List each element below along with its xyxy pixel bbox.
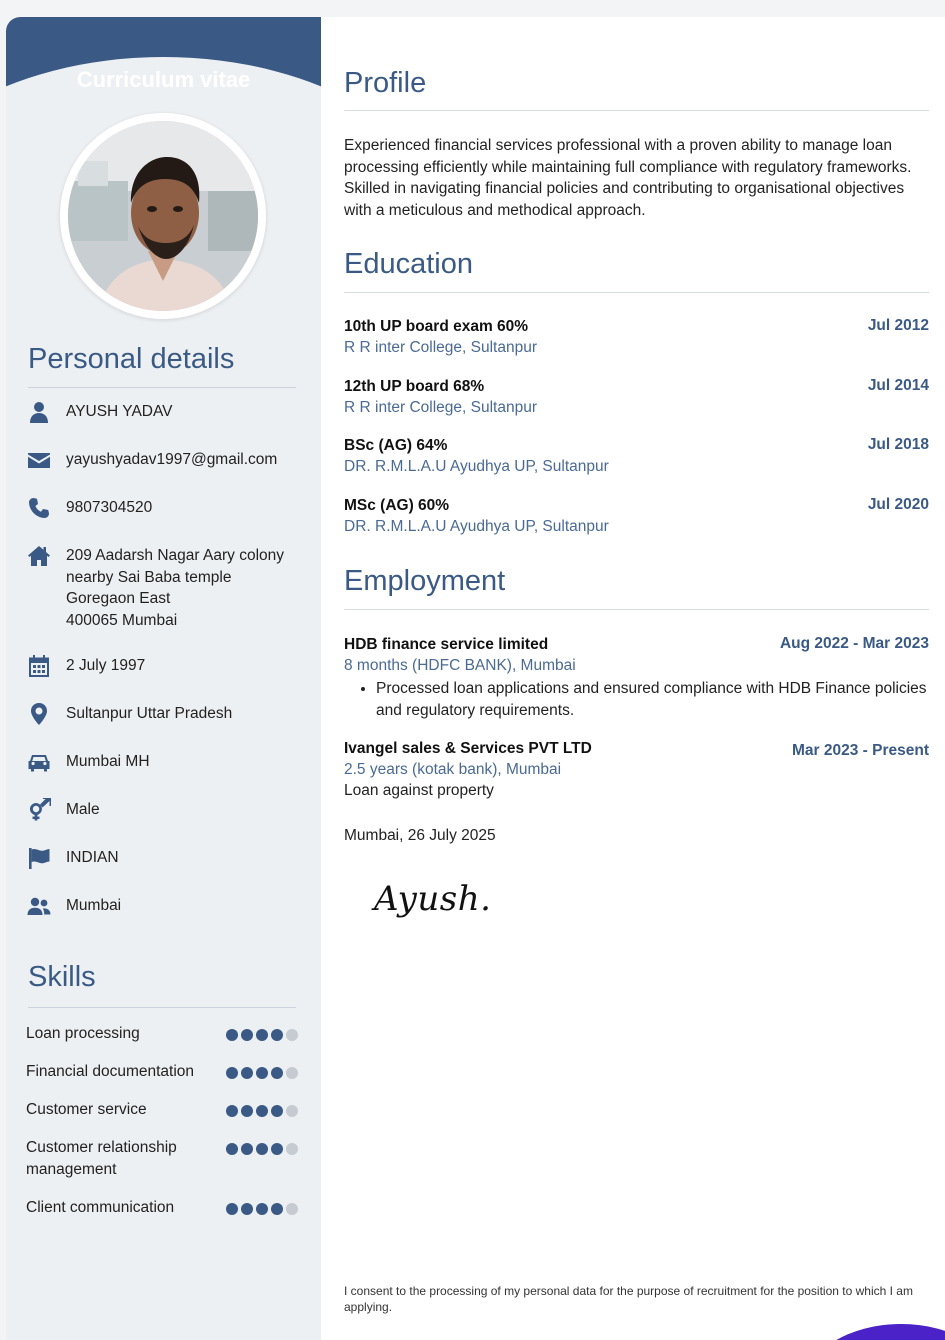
skill-row (26, 1137, 298, 1181)
skill-row (26, 1061, 298, 1083)
skill-dot-filled (226, 1203, 238, 1215)
skill-dot-filled (271, 1105, 283, 1117)
detail-address-text (66, 543, 284, 631)
employment-note: Loan against property (344, 782, 494, 799)
personal-details-divider (28, 387, 296, 388)
employment-details: 8 months (HDFC BANK), Mumbai (344, 657, 576, 674)
skill-dot-filled (241, 1203, 253, 1215)
skill-dot-filled (241, 1143, 253, 1155)
skill-dot-filled (271, 1143, 283, 1155)
skill-dot-filled (226, 1105, 238, 1117)
skill-dot-empty (286, 1203, 298, 1215)
skills-divider (28, 1007, 296, 1008)
address-line-4: 400065 Mumbai (66, 611, 178, 629)
address-line-1: 209 Aadarsh Nagar Aary colony (66, 547, 284, 564)
detail-name-text: AYUSH YADAV (66, 403, 173, 420)
skill-dot-filled (256, 1029, 268, 1041)
skill-dot-filled (256, 1143, 268, 1155)
skill-row (26, 1099, 298, 1121)
skill-name: Financial documentation (26, 1063, 195, 1080)
skill-dot-filled (226, 1029, 238, 1041)
education-title: 12th UP board 68% (344, 378, 485, 395)
skill-row (26, 1023, 298, 1045)
education-title: BSc (AG) 64% (344, 437, 448, 454)
skill-dot-empty (286, 1105, 298, 1117)
map-pin-icon (24, 701, 54, 727)
skill-level (226, 1061, 298, 1079)
education-title: 10th UP board exam 60% (344, 318, 529, 335)
employment-details: 2.5 years (kotak bank), Mumbai (344, 761, 562, 778)
skills-heading: Skills (28, 961, 96, 993)
detail-birthplace-text: Sultanpur Uttar Pradesh (66, 705, 233, 722)
employment-bullets (344, 678, 929, 721)
detail-gender (24, 797, 314, 823)
detail-nationality (24, 845, 314, 871)
employment-title: HDB finance service limited (344, 636, 549, 653)
skill-dot-empty (286, 1143, 298, 1155)
skill-level (226, 1137, 298, 1155)
detail-name (24, 399, 314, 425)
education-heading: Education (344, 248, 473, 280)
skill-name: Customer service (26, 1101, 147, 1118)
skill-dot-filled (241, 1067, 253, 1079)
detail-birthdate-text: 2 July 1997 (66, 657, 146, 674)
skill-dot-empty (286, 1029, 298, 1041)
skill-level (226, 1099, 298, 1117)
detail-residence (24, 893, 314, 919)
profile-heading: Profile (344, 67, 427, 99)
education-entry (344, 435, 929, 477)
detail-license (24, 749, 314, 775)
skill-dot-filled (226, 1067, 238, 1079)
detail-phone (24, 495, 314, 521)
education-date: Jul 2012 (867, 317, 929, 334)
gender-icon (24, 797, 54, 823)
skill-dot-filled (256, 1203, 268, 1215)
profile-divider (344, 110, 929, 111)
employment-entry (344, 738, 929, 801)
skill-dot-filled (271, 1203, 283, 1215)
skill-row (26, 1197, 298, 1219)
employment-heading: Employment (344, 565, 506, 597)
detail-email (24, 447, 314, 473)
consent-statement: I consent to the processing of my personal data for the purpose of recruitment for the position to which I am applying. (344, 1284, 913, 1314)
profile-photo-frame (60, 113, 266, 319)
education-entry (344, 495, 929, 537)
detail-birthdate (24, 653, 314, 679)
users-icon (24, 893, 54, 919)
education-date: Jul 2018 (867, 436, 929, 453)
detail-residence-text: Mumbai (66, 897, 122, 914)
skill-dot-filled (271, 1067, 283, 1079)
cv-title: Curriculum vitae (76, 67, 251, 92)
skill-dot-filled (256, 1105, 268, 1117)
skill-name: Client communication (26, 1199, 175, 1216)
skill-dot-filled (256, 1067, 268, 1079)
address-line-2: nearby Sai Baba temple (66, 568, 232, 586)
user-icon (24, 399, 54, 425)
profile-summary: Experienced financial services professional with a proven ability to manage loan processing efficiently while maintaining full compliance with regulatory frameworks. Skilled in navigating financial policies and contributing to organisational objectives with a meticulous and methodical approach. (344, 137, 912, 219)
profile-photo (68, 121, 258, 311)
skill-level (226, 1197, 298, 1215)
car-icon (24, 749, 54, 775)
education-school: DR. R.M.L.A.U Ayudhya UP, Sultanpur (344, 458, 609, 475)
employment-bullet: • Processed loan applications and ensured compliance with HDB Finance policies and regulatory requirements. (376, 678, 929, 721)
detail-birthplace (24, 701, 314, 727)
education-school: R R inter College, Sultanpur (344, 339, 537, 356)
education-date: Jul 2014 (867, 377, 929, 394)
home-icon (24, 543, 54, 569)
detail-address (24, 543, 314, 631)
education-school: R R inter College, Sultanpur (344, 399, 537, 416)
personal-details-heading: Personal details (28, 343, 235, 375)
employment-divider (344, 609, 929, 610)
profile-photo-illustration (68, 121, 258, 311)
education-entry (344, 316, 929, 358)
skill-dot-filled (241, 1029, 253, 1041)
skill-name: Loan processing (26, 1025, 140, 1042)
education-entry (344, 376, 929, 418)
education-divider (344, 292, 929, 293)
employment-date: Aug 2022 - Mar 2023 (779, 635, 929, 652)
phone-icon (24, 495, 54, 521)
skill-dot-empty (286, 1067, 298, 1079)
signature: Ayush. (374, 879, 492, 919)
education-title: MSc (AG) 60% (344, 497, 450, 514)
detail-gender-text: Male (66, 801, 100, 818)
envelope-icon (24, 447, 54, 473)
detail-license-text: Mumbai MH (66, 753, 150, 770)
flag-icon (24, 845, 54, 871)
skill-dot-filled (271, 1029, 283, 1041)
detail-email-text: yayushyadav1997@gmail.com (66, 451, 278, 468)
skill-dot-filled (241, 1105, 253, 1117)
cv-page (6, 17, 945, 1340)
place-and-date: Mumbai, 26 July 2025 (344, 827, 496, 844)
skill-level (226, 1023, 298, 1041)
sidebar (6, 17, 321, 1340)
skill-dot-filled (226, 1143, 238, 1155)
decorative-purple-shape (806, 1324, 945, 1340)
detail-phone-text: 9807304520 (66, 499, 153, 516)
education-school: DR. R.M.L.A.U Ayudhya UP, Sultanpur (344, 518, 609, 535)
education-date: Jul 2020 (867, 496, 929, 513)
skill-name: Customer relationship management (26, 1139, 177, 1178)
employment-date: Mar 2023 - Present (792, 742, 929, 759)
detail-nationality-text: INDIAN (66, 849, 119, 866)
employment-title: Ivangel sales & Services PVT LTD (344, 740, 592, 757)
address-line-3: Goregaon East (66, 590, 171, 607)
calendar-icon (24, 653, 54, 679)
employment-entry (344, 634, 929, 721)
